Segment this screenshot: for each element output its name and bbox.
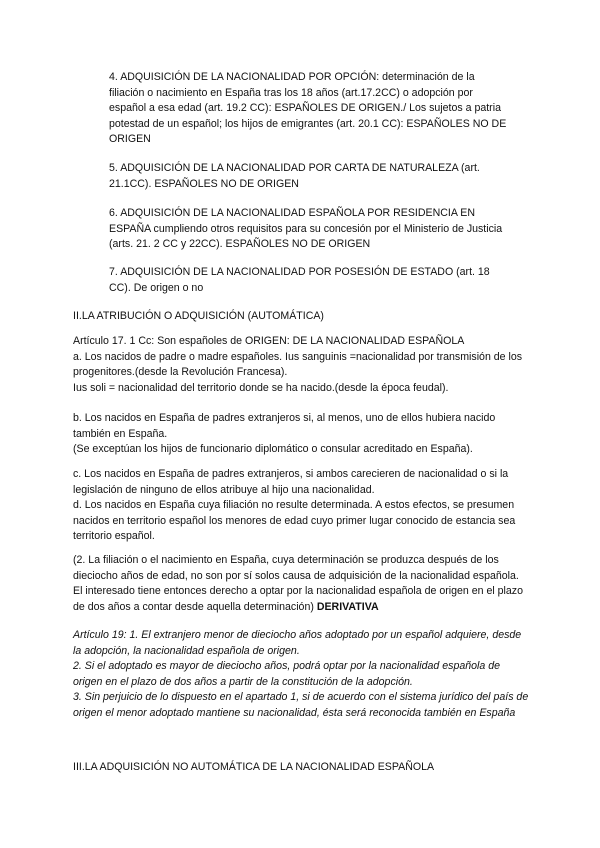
item-7-paragraph: 7. ADQUISICIÓN DE LA NACIONALIDAD POR POSESIÓN DE ESTADO (art. 18 CC). De origen o no [109, 266, 490, 294]
article-17-item-b: b. Los nacidos en España de padres extranjeros si, al menos, uno de ellos hubiera nacido también en España. [73, 412, 496, 440]
article-19-block [73, 628, 529, 722]
derivativa-label: DERIVATIVA [316, 600, 379, 613]
item-5-paragraph: 5. ADQUISICIÓN DE LA NACIONALIDAD POR CARTA DE NATURALEZA (art. 21.1CC). ESPAÑOLES NO DE ORIGEN [109, 162, 480, 190]
article-17-block [73, 334, 529, 396]
article-17-item-b-note: (Se exceptúan los hijos de funcionario diplomático o consular acreditado en España). [73, 443, 473, 456]
ius-soli-line: Ius soli = nacionalidad del territorio donde se ha nacido.(desde la época feudal). [73, 381, 449, 394]
section-iii-heading: III.LA ADQUISICIÓN NO AUTOMÁTICA DE LA NACIONALIDAD ESPAÑOLA [73, 761, 435, 773]
article-17-2-paragraph [73, 553, 529, 615]
section-ii-heading: II.LA ATRIBUCIÓN O ADQUISICIÓN (AUTOMÁTICA) [73, 310, 324, 322]
article-17-cd-block [73, 467, 529, 545]
article-17-item-a: a. Los nacidos de padre o madre españoles. Ius sanguinis =nacionalidad por transmisión de los progenitores.(desde la Revolución Francesa). [73, 350, 523, 379]
article-17-title: Artículo 17. 1 Cc: Son españoles de ORIGEN: DE LA NACIONALIDAD ESPAÑOLA [73, 335, 465, 347]
article-17-b-block [73, 411, 529, 458]
article-19-item-1: Artículo 19: 1. El extranjero menor de dieciocho años adoptado por un español adquiere, desde la adopción, la nacionalidad española de origen. [73, 629, 522, 657]
item-6-paragraph: 6. ADQUISICIÓN DE LA NACIONALIDAD ESPAÑOLA POR RESIDENCIA EN ESPAÑA cumpliendo otros requisitos para su concesión por el Ministerio de Justicia (arts. 21. 2 CC y 22CC). ESPAÑOLES NO DE ORIGEN [109, 207, 503, 251]
article-17-item-d: d. Los nacidos en España cuya filiación no resulte determinada. A estos efectos, se presumen nacidos en territorio español los menores de edad cuyo primer lugar conocido de estancia sea territorio español. [73, 499, 516, 543]
article-17-item-c: c. Los nacidos en España de padres extranjeros, si ambos carecieren de nacionalidad o si la legislación de ninguno de ellos atribuye al hijo una nacionalidad. [73, 468, 509, 496]
article-19-item-2: 2. Si el adoptado es mayor de dieciocho años, podrá optar por la nacionalidad española de origen en el plazo de dos años a partir de la constitución de la adopción. [73, 660, 500, 688]
item-4-paragraph: 4. ADQUISICIÓN DE LA NACIONALIDAD POR OPCIÓN: determinación de la filiación o nacimiento en España tras los 18 años (art.17.2CC) o adopción por español a esa edad (art. 19.2 CC): ESPAÑOLES DE ORIGEN./ Los sujetos a patria potestad de un español; los hijos de emigrantes (art. 20.1 CC): ESPAÑOLES NO DE ORIGEN [109, 71, 507, 146]
article-17-2-text: (2. La filiación o el nacimiento en España, cuya determinación se produzca después de los dieciocho años de edad, no son por sí solos causa de adquisición de la nacionalidad española. El interesado tiene entonces derecho a optar por la nacionalidad española de origen en el plazo de dos años a contar desde aquella determinación) [73, 554, 523, 613]
article-19-item-3: 3. Sin perjuicio de lo dispuesto en el apartado 1, si de acuerdo con el sistema jurídico del país de origen el menor adoptado mantiene su nacionalidad, ésta será reconocida también en España [73, 691, 529, 719]
